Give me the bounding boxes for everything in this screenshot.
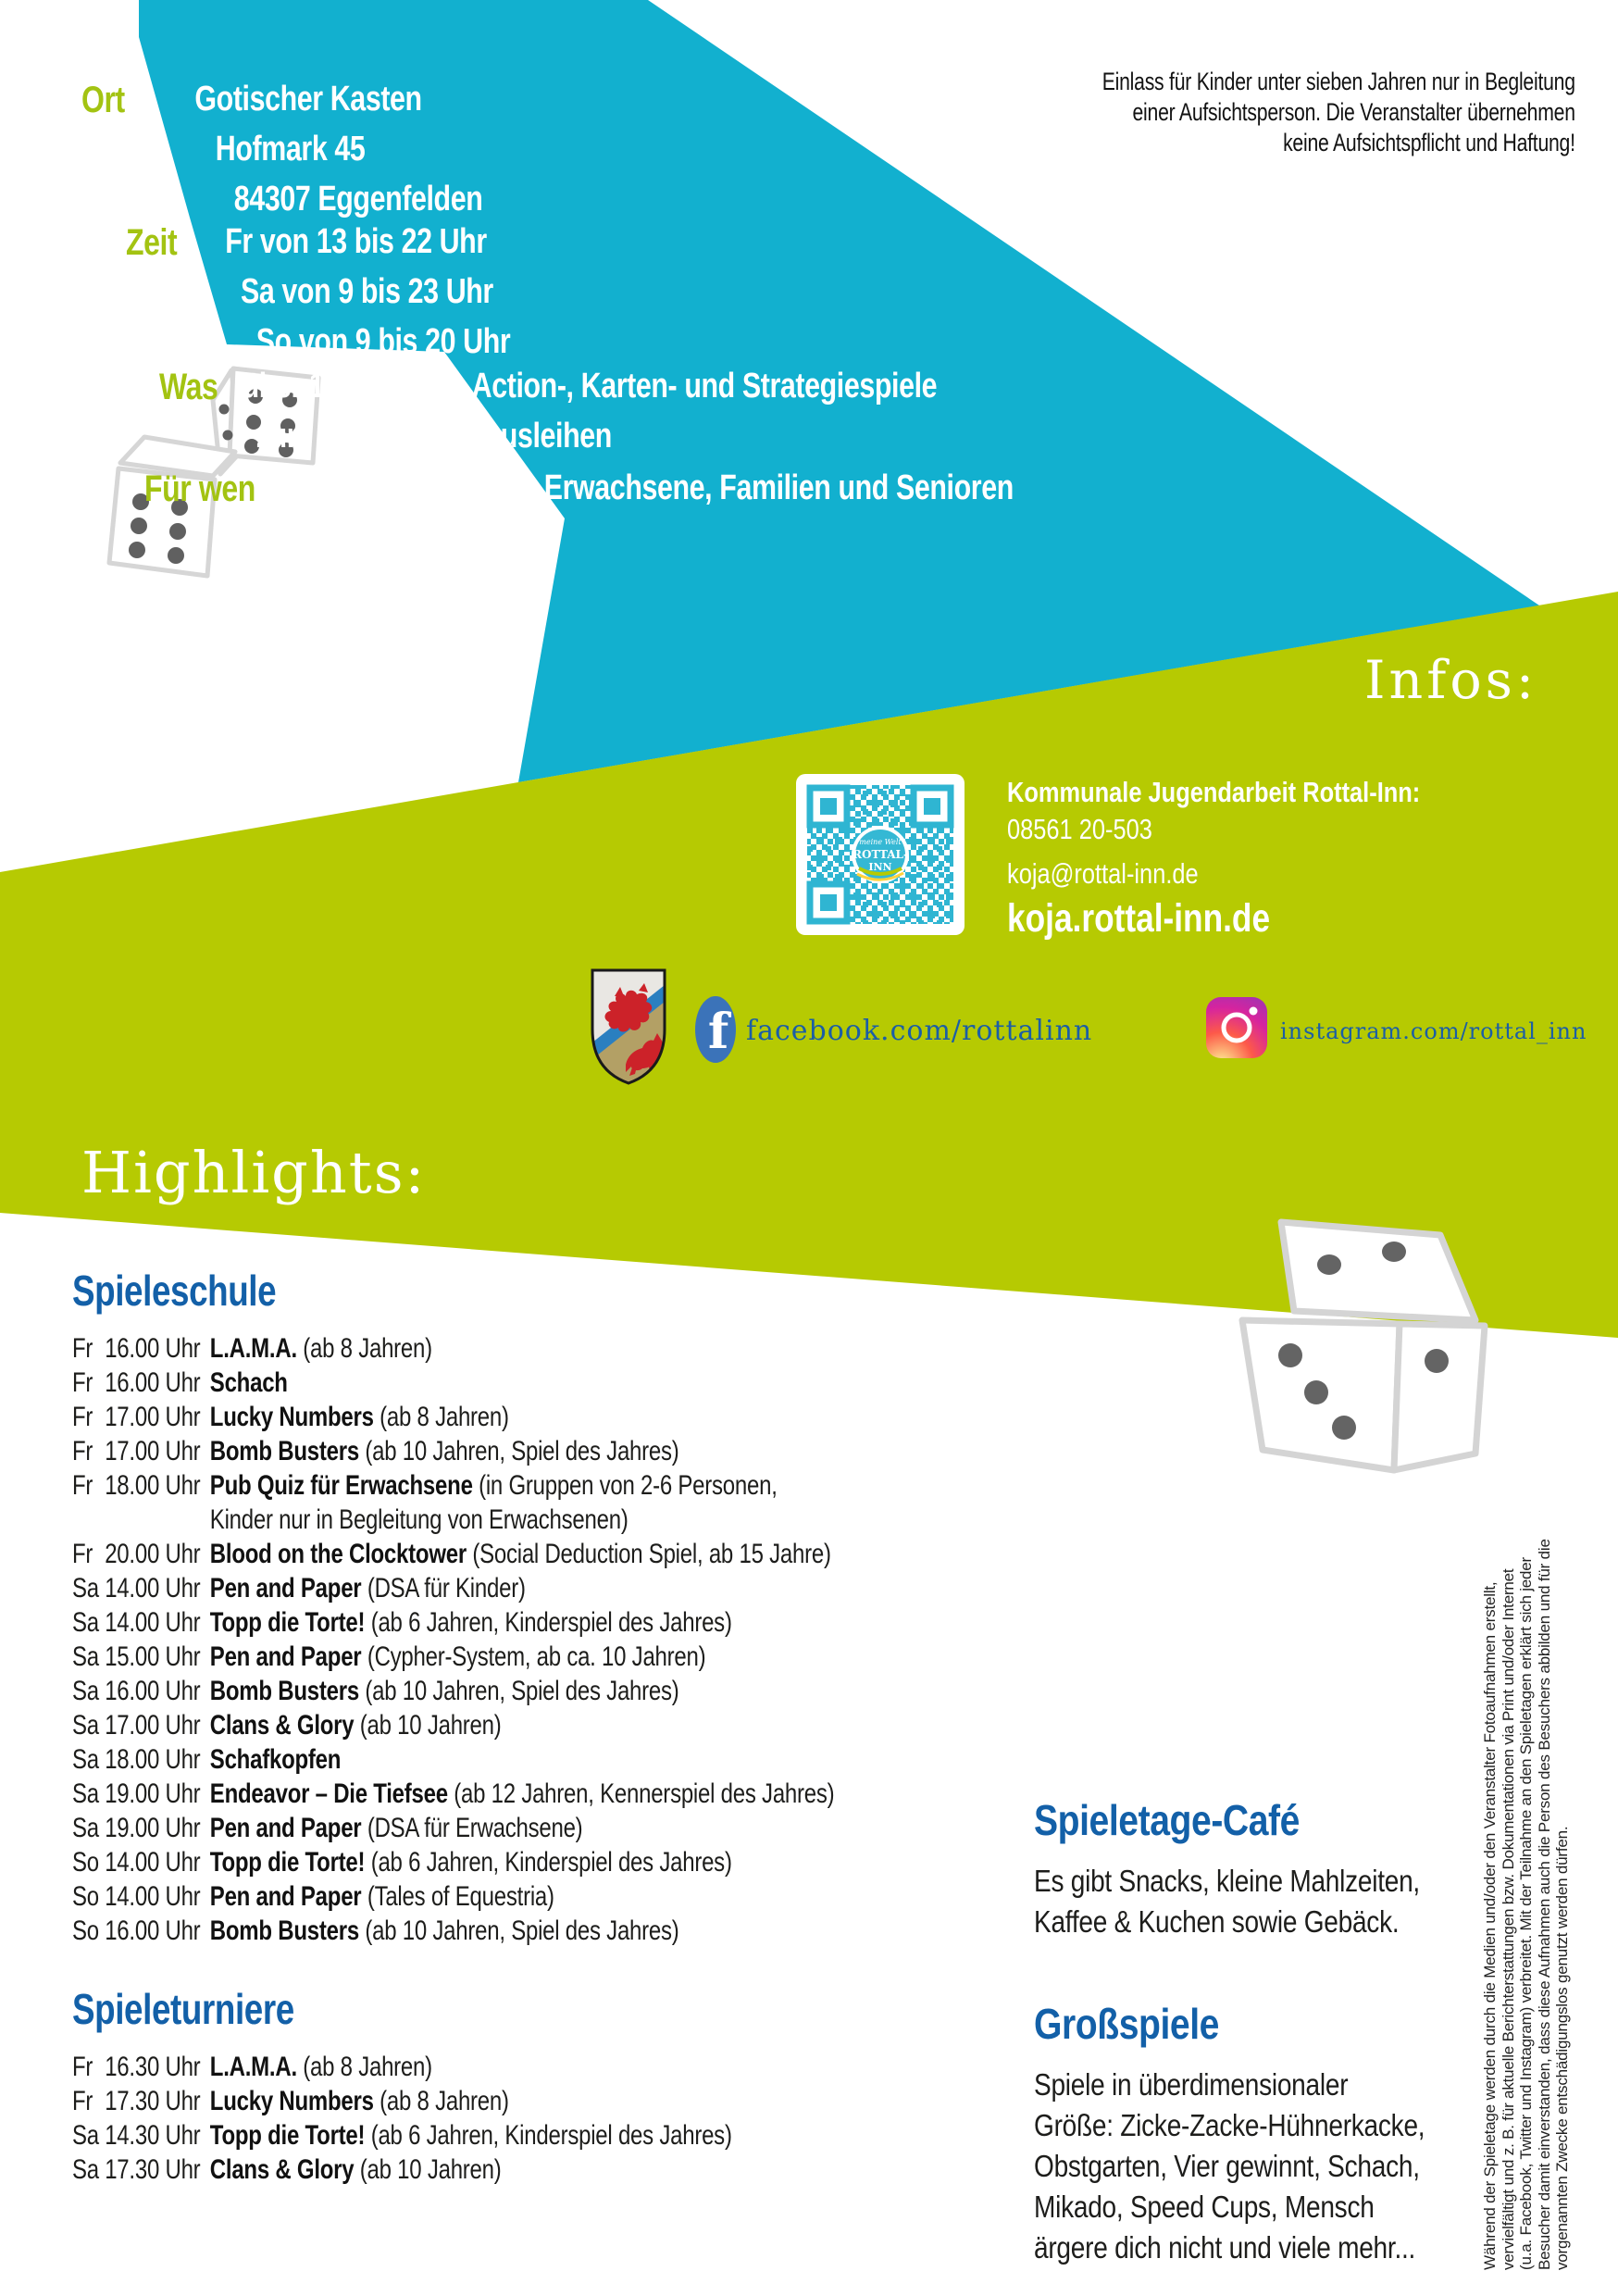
schedule-game xyxy=(210,2152,1064,2187)
schedule-game xyxy=(210,1537,1064,1571)
game-note: (ab 10 Jahren, Spiel des Jahres) xyxy=(365,1676,679,1706)
schedule-day: Fr xyxy=(72,1470,93,1501)
game-title: Topp die Torte! xyxy=(209,1607,366,1638)
grossspiele-line: Obstgarten, Vier gewinnt, Schach, xyxy=(1034,2149,1420,2183)
schedule-row xyxy=(72,1468,1064,1537)
game-title: Pen and Paper xyxy=(209,1641,362,1672)
schedule-game xyxy=(210,1331,1064,1366)
game-note: (ab 10 Jahren, Spiel des Jahres) xyxy=(365,1436,679,1466)
legal-line: Während der Spieletage werden durch die Medien und/oder den Veranstalter Fotoaufnahmen erstellt, xyxy=(1481,1581,1499,2270)
game-note: (ab 8 Jahren) xyxy=(303,2052,432,2082)
instagram-link[interactable]: instagram.com/rottal_inn xyxy=(1280,1018,1587,1044)
game-title: Pen and Paper xyxy=(209,1881,362,1912)
game-title: Pub Quiz für Erwachsene xyxy=(209,1470,473,1501)
game-title: Clans & Glory xyxy=(209,1710,355,1741)
qr-center-logo xyxy=(852,826,909,883)
notice-line: einer Aufsichtsperson. Die Veranstalter übernehmen xyxy=(1132,98,1575,126)
game-title: Bomb Busters xyxy=(209,1436,359,1466)
game-title: Schach xyxy=(209,1367,288,1398)
schedule-row xyxy=(72,1571,1064,1605)
info-label: Zeit xyxy=(126,222,178,263)
info-label: Was xyxy=(159,367,218,407)
photo-consent-legal xyxy=(1481,1395,1572,2270)
game-title: Lucky Numbers xyxy=(209,1402,374,1432)
schedule-day: Sa xyxy=(72,1676,99,1706)
game-note: (in Gruppen von 2-6 Personen, xyxy=(479,1470,778,1501)
schedule-game xyxy=(210,1400,1064,1434)
spieleturniere-list xyxy=(72,2050,1064,2187)
schedule-time: 18.00 Uhr xyxy=(105,1470,201,1501)
schedule-row xyxy=(72,1674,1064,1708)
game-title: Bomb Busters xyxy=(209,1676,359,1706)
legal-line: vervielfältigt und z. B. für aktuelle Berichterstattungen bzw. Dokumentationen via Print und/oder Internet xyxy=(1499,1568,1517,2270)
spieleschule-heading: Spieleschule xyxy=(72,1267,277,1315)
schedule-row xyxy=(72,2084,1064,2118)
schedule-row xyxy=(72,1331,1064,1366)
svg-text:INN: INN xyxy=(868,861,892,873)
game-title: Pen and Paper xyxy=(209,1573,362,1603)
schedule-time: 17.00 Uhr xyxy=(105,1402,201,1432)
game-title: Bomb Busters xyxy=(209,1915,359,1946)
info-line: Hofmark 45 xyxy=(215,130,366,168)
info-line: Sa von 9 bis 23 Uhr xyxy=(241,272,493,311)
cafe-line: Kaffee & Kuchen sowie Gebäck. xyxy=(1034,1904,1400,1939)
game-note: (DSA für Kinder) xyxy=(367,1573,526,1603)
schedule-time: 16.30 Uhr xyxy=(105,2052,201,2082)
schedule-time: 20.00 Uhr xyxy=(105,1539,201,1569)
game-title: Lucky Numbers xyxy=(209,2086,374,2116)
game-note: (ab 12 Jahren, Kennerspiel des Jahres) xyxy=(454,1778,835,1809)
schedule-day: Sa xyxy=(72,1744,99,1775)
supervision-notice xyxy=(1102,67,1575,158)
spieleschule-list xyxy=(72,1331,1064,1948)
contact-website[interactable]: koja.rottal-inn.de xyxy=(1007,896,1271,941)
grossspiele-line: ärgere dich nicht und viele mehr... xyxy=(1034,2230,1416,2265)
schedule-game xyxy=(210,1845,1064,1879)
game-title: Blood on the Clocktower xyxy=(209,1539,467,1569)
facebook-icon[interactable] xyxy=(695,996,736,1063)
svg-text:meine Welt: meine Welt xyxy=(859,838,902,846)
info-label: Ort xyxy=(81,80,125,120)
game-note-2: Kinder nur in Begleitung von Erwachsenen) xyxy=(209,1504,629,1535)
schedule-time: 14.00 Uhr xyxy=(105,1881,201,1912)
schedule-time: 17.00 Uhr xyxy=(105,1710,201,1741)
facebook-link[interactable]: facebook.com/rottalinn xyxy=(746,1015,1093,1047)
schedule-row xyxy=(72,1400,1064,1434)
schedule-time: 14.00 Uhr xyxy=(105,1607,201,1638)
schedule-time: 19.00 Uhr xyxy=(105,1778,201,1809)
info-line: Fr von 13 bis 22 Uhr xyxy=(225,222,487,261)
schedule-day: Sa xyxy=(72,1710,99,1741)
schedule-time: 19.00 Uhr xyxy=(105,1813,201,1843)
schedule-day: Sa xyxy=(72,1778,99,1809)
info-line: 84307 Eggenfelden xyxy=(233,180,483,218)
contact-email[interactable]: koja@rottal-inn.de xyxy=(1007,857,1199,890)
schedule-day: Fr xyxy=(72,1539,93,1569)
contact-phone: 08561 20-503 xyxy=(1007,813,1152,845)
game-note: (Social Deduction Spiel, ab 15 Jahre) xyxy=(472,1539,831,1569)
svg-text:f: f xyxy=(707,1004,729,1060)
schedule-day: Fr xyxy=(72,1367,93,1398)
cafe-text xyxy=(1034,1861,1537,1942)
game-title: L.A.M.A. xyxy=(209,1333,297,1364)
legal-line: Besucher damit einverstanden, dass diese Aufnahmen auch die Person des Besuchers abbilden und für die xyxy=(1535,1539,1553,2270)
notice-line: Einlass für Kinder unter sieben Jahren nur in Begleitung xyxy=(1102,68,1575,95)
legal-line: vorgenannten Zwecke entschädigungslos genutzt werden dürfen. xyxy=(1553,1826,1571,2270)
schedule-row xyxy=(72,1434,1064,1468)
game-note: (ab 6 Jahren, Kinderspiel des Jahres) xyxy=(370,1847,732,1878)
highlights-heading: Highlights: xyxy=(81,1139,427,1206)
schedule-game xyxy=(210,1742,1064,1777)
schedule-game xyxy=(210,2118,1064,2152)
legal-line: (u.a. Facebook, Twitter und Instagram) verbreitet. Mit der Teilnahme an den Spieletagen erklärt sich jeder xyxy=(1517,1556,1535,2270)
schedule-row xyxy=(72,1914,1064,1948)
schedule-game xyxy=(210,1879,1064,1914)
cafe-line: Es gibt Snacks, kleine Mahlzeiten, xyxy=(1034,1864,1420,1898)
schedule-day: Fr xyxy=(72,2086,93,2116)
schedule-time: 17.30 Uhr xyxy=(105,2086,201,2116)
schedule-row xyxy=(72,1777,1064,1811)
game-note: (ab 10 Jahren, Spiel des Jahres) xyxy=(365,1915,679,1946)
schedule-day: Fr xyxy=(72,2052,93,2082)
side-column xyxy=(1034,1796,1537,2268)
schedule-game xyxy=(210,1468,1064,1537)
game-note: (Cypher-System, ab ca. 10 Jahren) xyxy=(367,1641,706,1672)
schedule-row xyxy=(72,1708,1064,1742)
game-note: (ab 8 Jahren) xyxy=(380,1402,509,1432)
info-line: So von 9 bis 20 Uhr xyxy=(255,322,511,361)
notice-line: keine Aufsichtspflicht und Haftung! xyxy=(1283,129,1575,156)
schedule-row xyxy=(72,1537,1064,1571)
game-note: (DSA für Erwachsene) xyxy=(367,1813,583,1843)
schedule-row xyxy=(72,1811,1064,1845)
game-title: Topp die Torte! xyxy=(209,1847,366,1878)
schedule-game xyxy=(210,1366,1064,1400)
rottal-inn-coat-of-arms xyxy=(592,970,665,1085)
schedule-row xyxy=(72,1879,1064,1914)
game-title: Schafkopfen xyxy=(209,1744,342,1775)
cafe-heading: Spieletage-Café xyxy=(1034,1796,1300,1844)
schedule-row xyxy=(72,2050,1064,2084)
schedule-day: Sa xyxy=(72,1607,99,1638)
game-note: (ab 8 Jahren) xyxy=(380,2086,509,2116)
schedule-game xyxy=(210,1674,1064,1708)
schedule-game xyxy=(210,2084,1064,2118)
schedule-time: 18.00 Uhr xyxy=(105,1744,201,1775)
schedule-row xyxy=(72,2118,1064,2152)
game-note: (ab 8 Jahren) xyxy=(303,1333,432,1364)
schedule-game xyxy=(210,1811,1064,1845)
grossspiele-line: Größe: Zicke-Zacke-Hühnerkacke, xyxy=(1034,2108,1425,2142)
schedule-time: 16.00 Uhr xyxy=(105,1676,201,1706)
svg-text:ROTTAL-: ROTTAL- xyxy=(853,848,908,861)
schedule-game xyxy=(210,1914,1064,1948)
schedule-row xyxy=(72,1640,1064,1674)
game-note: (ab 10 Jahren) xyxy=(359,1710,502,1741)
schedule-day: Sa xyxy=(72,2120,99,2151)
info-line: Kinder, Jugendliche, Erwachsene, Familien und Senioren xyxy=(268,468,1014,507)
game-title: L.A.M.A. xyxy=(209,2052,297,2082)
schedule-day: So xyxy=(72,1847,99,1878)
info-label: Für wen xyxy=(144,468,255,509)
game-note: (ab 10 Jahren) xyxy=(359,2154,502,2185)
schedule-row xyxy=(72,2152,1064,2187)
info-line: zum Spielen und Ausleihen xyxy=(255,417,612,455)
schedule-day: Sa xyxy=(72,1641,99,1672)
schedule-row xyxy=(72,1605,1064,1640)
grossspiele-heading: Großspiele xyxy=(1034,2000,1220,2048)
game-note: (ab 6 Jahren, Kinderspiel des Jahres) xyxy=(370,2120,732,2151)
spieleturniere-heading: Spieleturniere xyxy=(72,1985,294,2033)
grossspiele-line: Spiele in überdimensionaler xyxy=(1034,2067,1349,2102)
schedule-row xyxy=(72,1845,1064,1879)
grossspiele-line: Mikado, Speed Cups, Mensch xyxy=(1034,2190,1375,2224)
schedule-column xyxy=(72,1267,1064,2187)
schedule-day: Fr xyxy=(72,1436,93,1466)
schedule-time: 14.00 Uhr xyxy=(105,1847,201,1878)
game-note: (Tales of Equestria) xyxy=(367,1881,554,1912)
game-note: (ab 6 Jahren, Kinderspiel des Jahres) xyxy=(370,1607,732,1638)
schedule-game xyxy=(210,1777,1064,1811)
schedule-row xyxy=(72,1366,1064,1400)
game-title: Topp die Torte! xyxy=(209,2120,366,2151)
schedule-time: 17.00 Uhr xyxy=(105,1436,201,1466)
grossspiele-text xyxy=(1034,2065,1537,2268)
schedule-day: So xyxy=(72,1915,99,1946)
schedule-game xyxy=(210,1434,1064,1468)
schedule-game xyxy=(210,1605,1064,1640)
schedule-day: Sa xyxy=(72,1813,99,1843)
info-line: über 1.500 Brett-, Action-, Karten- und Strategiespiele xyxy=(242,367,938,406)
schedule-row xyxy=(72,1742,1064,1777)
game-title: Clans & Glory xyxy=(209,2154,355,2185)
schedule-day: Fr xyxy=(72,1402,93,1432)
schedule-game xyxy=(210,1708,1064,1742)
schedule-time: 16.00 Uhr xyxy=(105,1915,201,1946)
game-title: Pen and Paper xyxy=(209,1813,362,1843)
schedule-day: Fr xyxy=(72,1333,93,1364)
schedule-time: 16.00 Uhr xyxy=(105,1333,201,1364)
schedule-day: Sa xyxy=(72,1573,99,1603)
schedule-time: 14.30 Uhr xyxy=(105,2120,201,2151)
schedule-time: 15.00 Uhr xyxy=(105,1641,201,1672)
schedule-time: 17.30 Uhr xyxy=(105,2154,201,2185)
schedule-time: 16.00 Uhr xyxy=(105,1367,201,1398)
game-title: Endeavor – Die Tiefsee xyxy=(209,1778,448,1809)
schedule-game xyxy=(210,2050,1064,2084)
qr-code[interactable] xyxy=(796,774,965,935)
schedule-day: Sa xyxy=(72,2154,99,2185)
schedule-day: So xyxy=(72,1881,99,1912)
info-line: Gotischer Kasten xyxy=(194,80,422,119)
contact-org: Kommunale Jugendarbeit Rottal-Inn: xyxy=(1007,776,1421,808)
schedule-game xyxy=(210,1640,1064,1674)
infos-heading: Infos: xyxy=(1364,650,1538,711)
schedule-time: 14.00 Uhr xyxy=(105,1573,201,1603)
instagram-icon[interactable] xyxy=(1206,997,1267,1058)
schedule-game xyxy=(210,1571,1064,1605)
